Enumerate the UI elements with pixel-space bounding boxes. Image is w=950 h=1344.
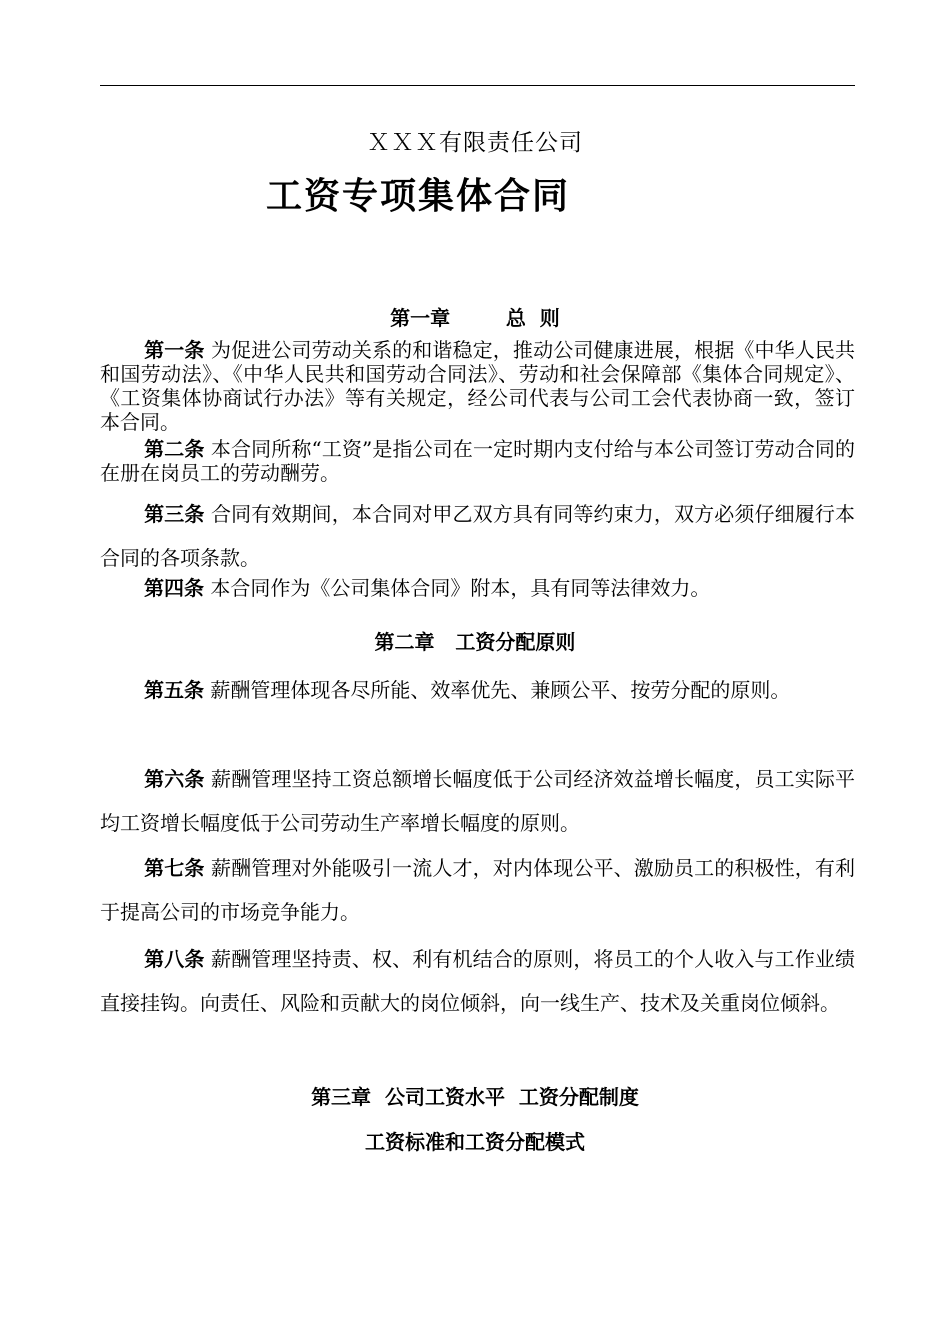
- article-3: [100, 492, 855, 580]
- article-label: 第三条: [144, 502, 205, 526]
- chapter-1-heading: 第一章 总 则: [390, 306, 560, 330]
- article-text: 合同有效期间，本合同对甲乙双方具有同等约束力，双方必须仔细履行本合同的各项条款。: [100, 502, 855, 570]
- chapter-3-heading: 第三章 公司工资水平 工资分配制度: [311, 1085, 639, 1109]
- article-5: [100, 668, 855, 712]
- article-text: 为促进公司劳动关系的和谐稳定，推动公司健康进展，根据《中华人民共和国劳动法》、《中华人民共和国劳动合同法》、劳动和社会保障部《集体合同规定》、《工资集体协商试行办法》等有关规定，经公司代表与公司工会代表协商一致，签订本合同。: [100, 338, 855, 434]
- article-label: 第五条: [144, 678, 204, 702]
- article-text: 薪酬管理坚持责、权、利有机结合的原则，将员工的个人收入与工作业绩直接挂钩。向责任、风险和贡献大的岗位倾斜，向一线生产、技术及关重岗位倾斜。: [100, 947, 855, 1015]
- article-label: 第一条: [144, 338, 205, 362]
- chapter-3-subheading: 工资标准和工资分配模式: [365, 1130, 585, 1154]
- header-rule: [100, 85, 855, 86]
- article-label: 第六条: [144, 767, 205, 791]
- article-2: [100, 437, 855, 485]
- article-label: 第八条: [144, 947, 205, 971]
- article-7: [100, 846, 855, 934]
- article-text: 本合同所称“工资”是指公司在一定时期内支付给与本公司签订劳动合同的在册在岗员工的劳动酬劳。: [100, 437, 855, 485]
- article-text: 薪酬管理坚持工资总额增长幅度低于公司经济效益增长幅度，员工实际平均工资增长幅度低于公司劳动生产率增长幅度的原则。: [100, 767, 855, 835]
- article-text: 本合同作为《公司集体合同》附本，具有同等法律效力。: [204, 576, 711, 600]
- article-8: [100, 937, 855, 1025]
- chapter-2-heading: 第二章 工资分配原则: [374, 630, 576, 654]
- article-text: 薪酬管理体现各尽所能、效率优先、兼顾公平、按劳分配的原则。: [204, 678, 791, 702]
- company-name: ＸＸＸ有限责任公司: [367, 130, 583, 156]
- article-label: 第四条: [144, 576, 204, 600]
- article-1: [100, 338, 855, 434]
- document-title: 工资专项集体合同: [266, 176, 571, 217]
- article-6: [100, 757, 855, 845]
- article-4: [100, 576, 855, 600]
- article-label: 第二条: [144, 437, 205, 461]
- article-text: 薪酬管理对外能吸引一流人才，对内体现公平、激励员工的积极性，有利于提高公司的市场竞争能力。: [100, 856, 855, 924]
- article-label: 第七条: [144, 856, 205, 880]
